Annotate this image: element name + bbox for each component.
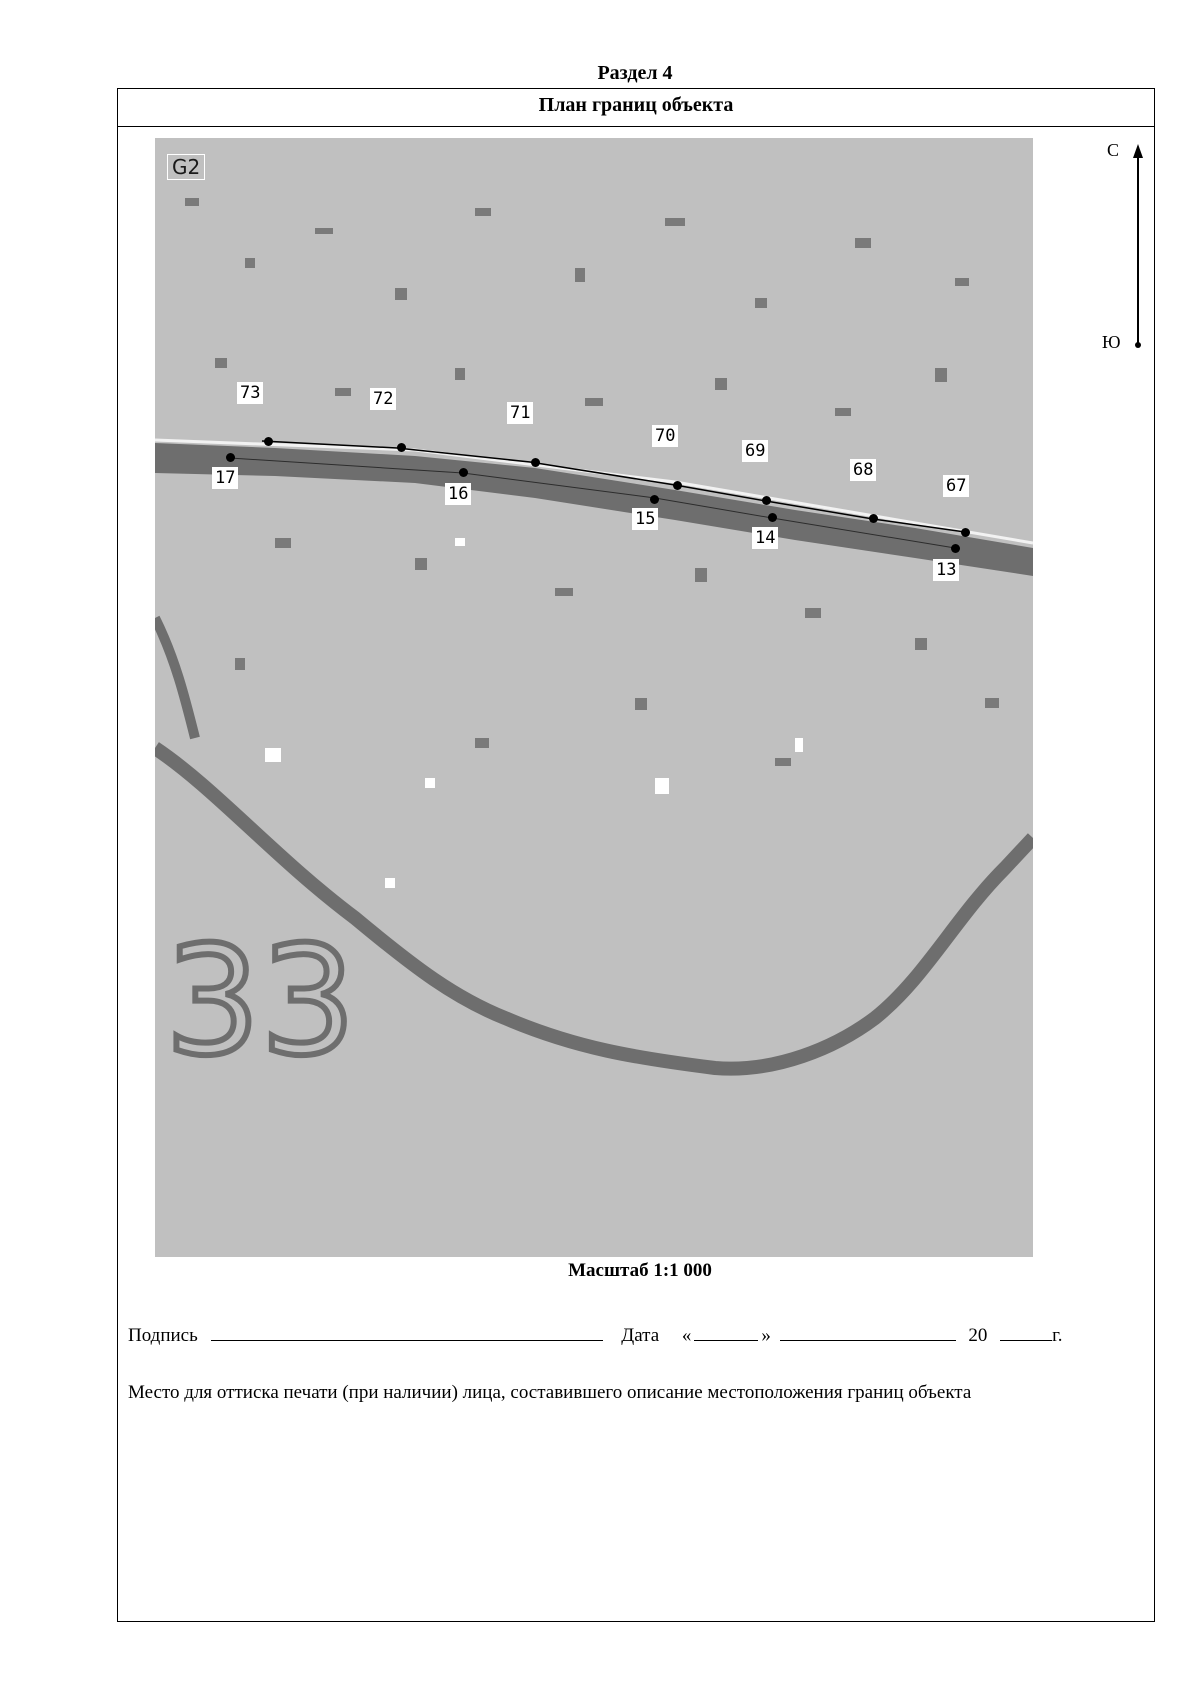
point-dot-13[interactable]	[951, 544, 960, 553]
point-dot-14[interactable]	[768, 513, 777, 522]
point-label-70: 70	[652, 425, 678, 447]
point-label-13: 13	[933, 559, 959, 581]
point-dot-16[interactable]	[459, 468, 468, 477]
date-label: Дата	[621, 1325, 660, 1346]
signature-row	[128, 1322, 1063, 1347]
point-label-67: 67	[943, 475, 969, 497]
date-month-field[interactable]	[780, 1322, 956, 1341]
north-arrow	[1100, 140, 1160, 360]
point-dot-72[interactable]	[397, 443, 406, 452]
plan-header: План границ объекта	[118, 89, 1154, 127]
point-dot-70[interactable]	[673, 481, 682, 490]
south-label: Ю	[1102, 332, 1121, 352]
north-label: С	[1107, 140, 1120, 160]
point-label-16: 16	[445, 483, 471, 505]
map-scale: Масштаб 1:1 000	[568, 1260, 712, 1281]
quote-close: »	[761, 1325, 771, 1346]
stamp-text: Место для оттиска печати (при наличии) лица, составившего описание местоположения границ объекта	[128, 1382, 972, 1403]
year-prefix: 20	[968, 1325, 988, 1346]
point-dot-69[interactable]	[762, 496, 771, 505]
point-label-72: 72	[370, 388, 396, 410]
signature-field[interactable]	[211, 1322, 603, 1341]
point-label-69: 69	[742, 440, 768, 462]
signature-label: Подпись	[128, 1325, 198, 1346]
point-dot-17[interactable]	[226, 453, 235, 462]
north-arrow-icon	[1100, 140, 1160, 360]
date-year-field[interactable]	[1000, 1322, 1052, 1341]
point-dot-67[interactable]	[961, 528, 970, 537]
boundary-map[interactable]	[155, 138, 1033, 1257]
point-label-17: 17	[212, 467, 238, 489]
point-label-71: 71	[507, 402, 533, 424]
point-dot-71[interactable]	[531, 458, 540, 467]
quote-open: «	[681, 1325, 692, 1346]
point-label-73: 73	[237, 382, 263, 404]
parcel-number: 33	[165, 915, 356, 1089]
point-label-14: 14	[752, 527, 778, 549]
point-label-68: 68	[850, 459, 876, 481]
map-background	[155, 138, 1033, 1257]
point-dot-73[interactable]	[264, 437, 273, 446]
year-suffix: г.	[1052, 1325, 1063, 1346]
sheet-label: G2	[167, 154, 205, 180]
point-dot-68[interactable]	[869, 514, 878, 523]
date-day-field[interactable]	[694, 1322, 758, 1341]
point-dot-15[interactable]	[650, 495, 659, 504]
point-label-15: 15	[632, 508, 658, 530]
section-title: Раздел 4	[597, 62, 673, 84]
